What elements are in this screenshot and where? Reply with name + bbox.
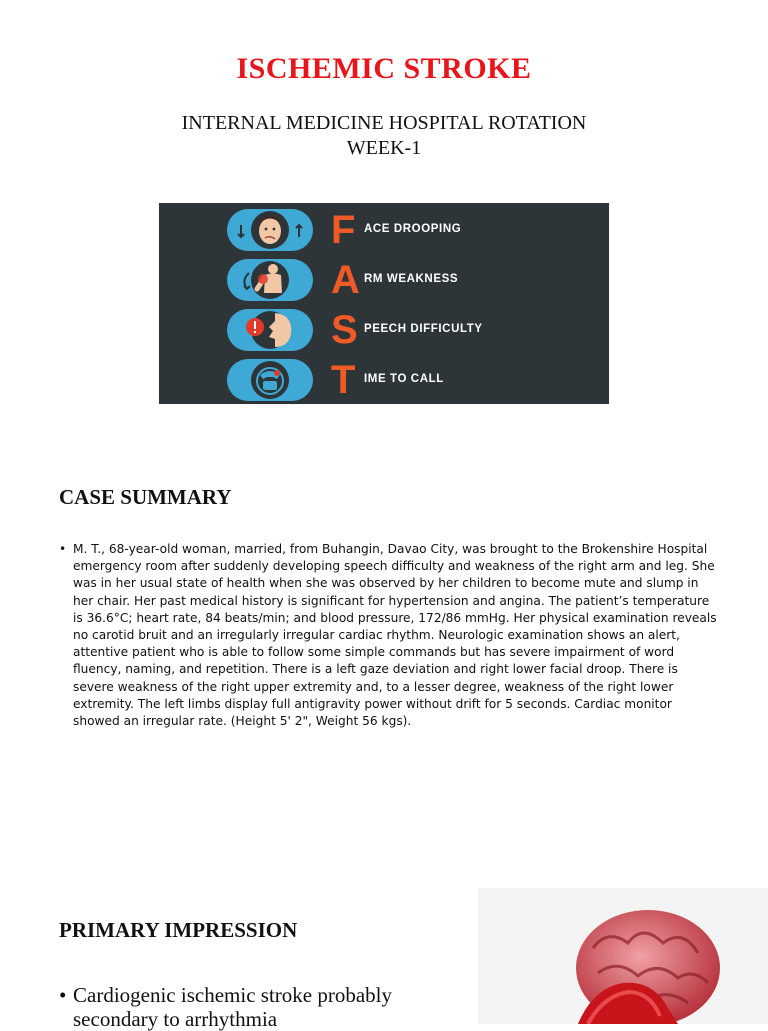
face-icon bbox=[227, 209, 313, 251]
fast-letter-f: F bbox=[331, 208, 356, 252]
primary-impression-item: • Cardiogenic ischemic stroke probably secondary to arrhythmia bbox=[59, 983, 459, 1031]
fast-stroke-infographic bbox=[159, 203, 609, 404]
case-summary-heading: CASE SUMMARY bbox=[59, 485, 232, 509]
arm-icon bbox=[227, 259, 313, 301]
fast-letter-t: T bbox=[331, 358, 356, 402]
fast-word-time: IME TO CALL bbox=[364, 373, 444, 385]
brain-illustration-icon bbox=[478, 888, 768, 1024]
fast-row-arm bbox=[159, 255, 609, 305]
fast-row-time bbox=[159, 355, 609, 405]
subtitle-rotation: INTERNAL MEDICINE HOSPITAL ROTATION bbox=[181, 112, 587, 134]
fast-letter-s: S bbox=[331, 308, 358, 352]
case-summary-list bbox=[59, 541, 719, 730]
fast-letter-a: A bbox=[331, 258, 360, 302]
primary-impression-heading: PRIMARY IMPRESSION bbox=[59, 918, 298, 942]
fast-row-face bbox=[159, 205, 609, 255]
fast-word-arm: RM WEAKNESS bbox=[364, 273, 459, 285]
case-summary-paragraph: • M. T., 68-year-old woman, married, from Buhangin, Davao City, was brought to the Brokenshire Hospital emergency room after suddenly developing speech difficulty and weakness of the right arm and leg. She was in her usual state of health when she was observed by her children to become mute and slump in her chair. Her past medical history is significant for hypertension and angina. The patient’s temperature is 36.6°C; heart rate, 84 beats/min; and blood pressure, 172/86 mmHg. Her physical examination reveals no carotid bruit and an irregularly irregular cardiac rhythm. Neurologic examination shows an alert, attentive patient who is able to follow some simple commands but has severe impairment of word fluency, naming, and repetition. There is a left gaze deviation and right lower facial droop. There is severe weakness of the right upper extremity and, to a lesser degree, weakness of the right lower extremity. The left limbs display full antigravity power without drift for 5 seconds. Cardiac monitor showed an irregular rate. (Height 5' 2", Weight 56 kgs). bbox=[59, 541, 719, 730]
page-title: ISCHEMIC STROKE bbox=[236, 52, 532, 85]
subtitle-week: WEEK-1 bbox=[346, 137, 422, 159]
speech-icon bbox=[227, 309, 313, 351]
fast-word-speech: PEECH DIFFICULTY bbox=[364, 323, 483, 335]
fast-word-face: ACE DROOPING bbox=[364, 223, 462, 235]
phone-icon bbox=[227, 359, 313, 401]
fast-row-speech bbox=[159, 305, 609, 355]
